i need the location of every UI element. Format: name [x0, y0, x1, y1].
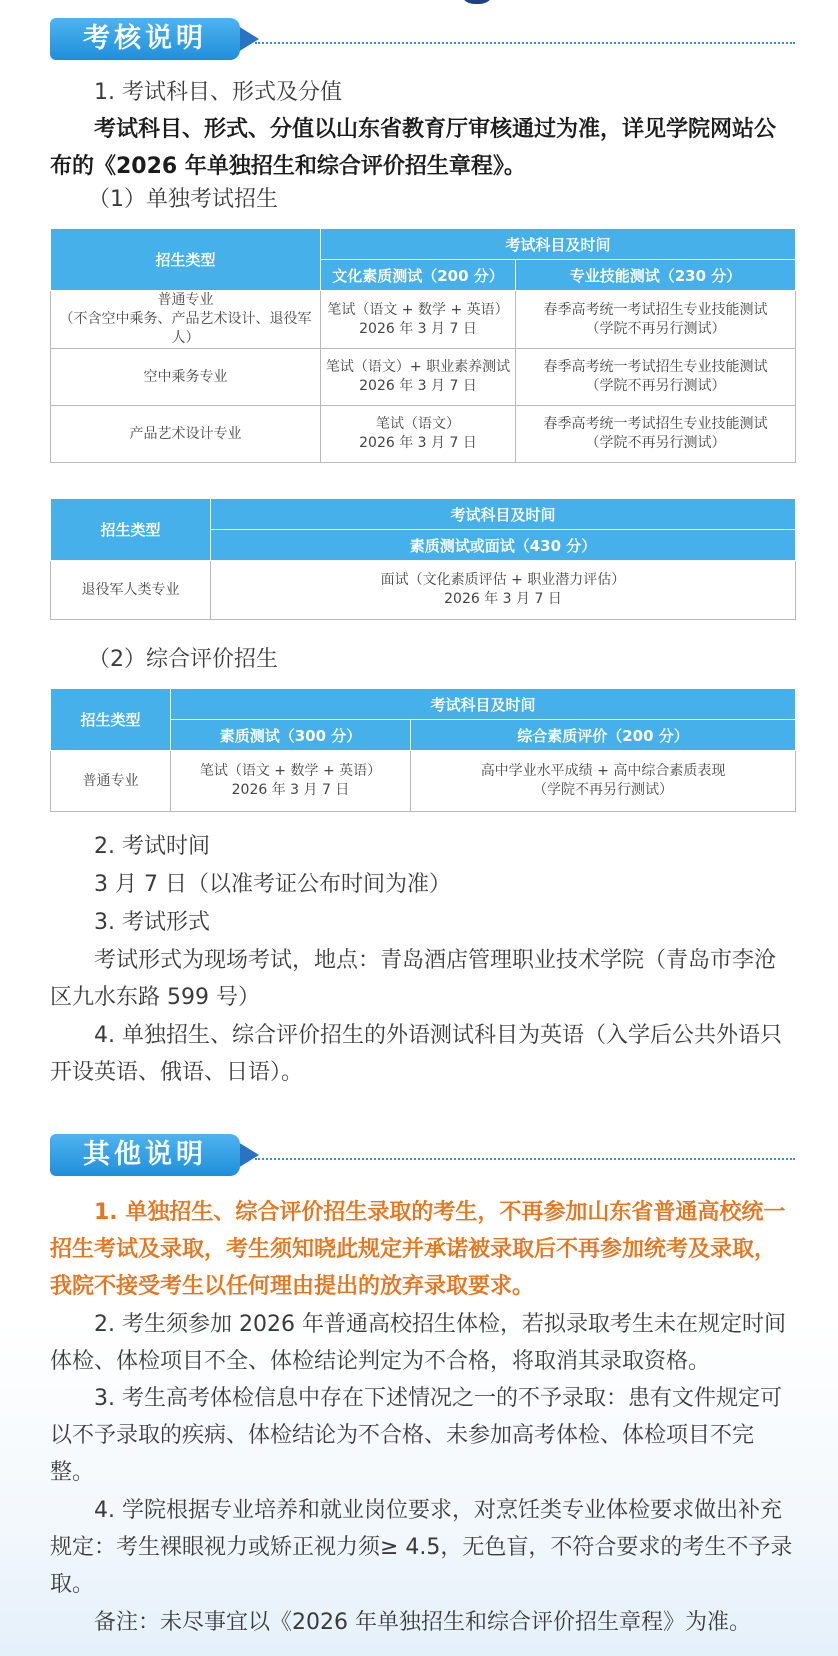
exam-sub1: （1）单独考试招生 — [88, 187, 278, 212]
row-type: 空中乘务专业 — [143, 368, 228, 385]
row-col2: 春季高考统一考试招生专业技能测试 — [543, 416, 768, 432]
table-header-group: 考试科目及时间 — [211, 499, 796, 530]
table-comprehensive — [50, 688, 796, 812]
exam-item2-detail: 3 月 7 日（以准考证公布时间为准） — [94, 872, 451, 897]
table-header-group: 考试科目及时间 — [321, 229, 796, 260]
table-header-type: 招生类型 — [51, 689, 171, 751]
row-col2-note: （学院不再另行测试） — [533, 782, 673, 798]
section-title: 其他说明 — [50, 1134, 240, 1176]
other-p3: 3. 考生高考体检信息中存在下述情况之一的不予录取：患有文件规定可以不予录取的疾病、体检结论为不合格、未参加高考体检、体检项目不完整。 — [50, 1386, 782, 1485]
row-type: 产品艺术设计专业 — [129, 425, 242, 442]
table-header-col2: 专业技能测试（230 分） — [516, 260, 796, 291]
section-title: 考核说明 — [50, 18, 240, 60]
row-type-note: （不含空中乘务、产品艺术设计、退役军人） — [59, 311, 312, 346]
row-col1: 面试（文化素质评估 + 职业潜力评估） — [380, 572, 626, 588]
table-header-group: 考试科目及时间 — [171, 689, 796, 720]
table-row — [51, 406, 796, 463]
exam-sub2: （2）综合评价招生 — [88, 647, 278, 672]
table-header-col1: 素质测试（300 分） — [171, 720, 411, 751]
row-col2-note: （学院不再另行测试） — [585, 320, 726, 337]
table-single-exam — [50, 228, 796, 463]
table-row — [51, 751, 796, 812]
section-header-exam — [50, 18, 795, 60]
exam-item2: 2. 考试时间 — [94, 834, 210, 859]
exam-item1: 1. 考试科目、形式及分值 — [94, 80, 342, 105]
exam-item3: 3. 考试形式 — [94, 910, 210, 935]
row-type: 普通专业 — [82, 772, 139, 789]
row-date: 2026 年 3 月 7 日 — [359, 378, 477, 394]
exam-item3-detail: 考试形式为现场考试，地点：青岛酒店管理职业技术学院（青岛市李沧区九水东路 599 号） — [50, 948, 777, 1010]
exam-item1-detail: 考试科目、形式、分值以山东省教育厅审核通过为准，详见学院网站公布的《2026 年单独招生和综合评价招生章程》。 — [50, 117, 777, 179]
table-header-col1: 素质测试或面试（430 分） — [211, 530, 796, 561]
row-date: 2026 年 3 月 7 日 — [359, 435, 477, 451]
table-row — [51, 349, 796, 406]
table-header-col1: 文化素质测试（200 分） — [321, 260, 516, 291]
other-note: 备注：未尽事宜以《2026 年单独招生和综合评价招生章程》为准。 — [94, 1610, 751, 1635]
row-date: 2026 年 3 月 7 日 — [444, 591, 562, 607]
row-col1: 笔试（语文 + 数学 + 英语） — [327, 301, 509, 318]
section-divider — [255, 42, 795, 44]
row-date: 2026 年 3 月 7 日 — [231, 782, 350, 798]
table-row — [51, 291, 796, 349]
row-col1: 笔试（语文 + 数学 + 英语） — [199, 763, 382, 779]
table-header-col2: 综合素质评价（200 分） — [411, 720, 796, 751]
row-col2: 春季高考统一考试招生专业技能测试 — [543, 301, 768, 318]
row-col2: 高中学业水平成绩 + 高中综合素质表现 — [480, 763, 726, 779]
exam-item4: 4. 单独招生、综合评价招生的外语测试科目为英语（入学后公共外语只开设英语、俄语、日语）。 — [50, 1023, 782, 1085]
row-col1: 笔试（语文） — [376, 416, 460, 432]
section-divider — [255, 1158, 795, 1160]
table-veteran — [50, 498, 796, 620]
table-header-type: 招生类型 — [51, 499, 211, 561]
row-col1: 笔试（语文）+ 职业素养测试 — [325, 359, 511, 375]
row-col2-note: （学院不再另行测试） — [585, 435, 726, 451]
top-decoration — [460, 0, 494, 4]
table-row — [51, 561, 796, 620]
table-header-type: 招生类型 — [51, 229, 321, 291]
row-type: 退役军人类专业 — [81, 581, 180, 598]
row-col2: 春季高考统一考试招生专业技能测试 — [543, 359, 768, 375]
row-date: 2026 年 3 月 7 日 — [359, 320, 477, 337]
section-header-other — [50, 1134, 795, 1176]
row-type: 普通专业 — [157, 292, 214, 308]
row-col2-note: （学院不再另行测试） — [585, 378, 726, 394]
other-p4: 4. 学院根据专业培养和就业岗位要求，对烹饪类专业体检要求做出补充规定：考生裸眼视力或矫正视力须≥ 4.5，无色盲，不符合要求的考生不予录取。 — [50, 1498, 793, 1597]
other-p1: 1. 单独招生、综合评价招生录取的考生，不再参加山东省普通高校统一招生考试及录取，考生须知晓此规定并承诺被录取后不再参加统考及录取，我院不接受考生以任何理由提出的放弃录取要求。 — [50, 1200, 786, 1299]
other-p2: 2. 考生须参加 2026 年普通高校招生体检，若拟录取考生未在规定时间体检、体检项目不全、体检结论判定为不合格，将取消其录取资格。 — [50, 1312, 786, 1374]
